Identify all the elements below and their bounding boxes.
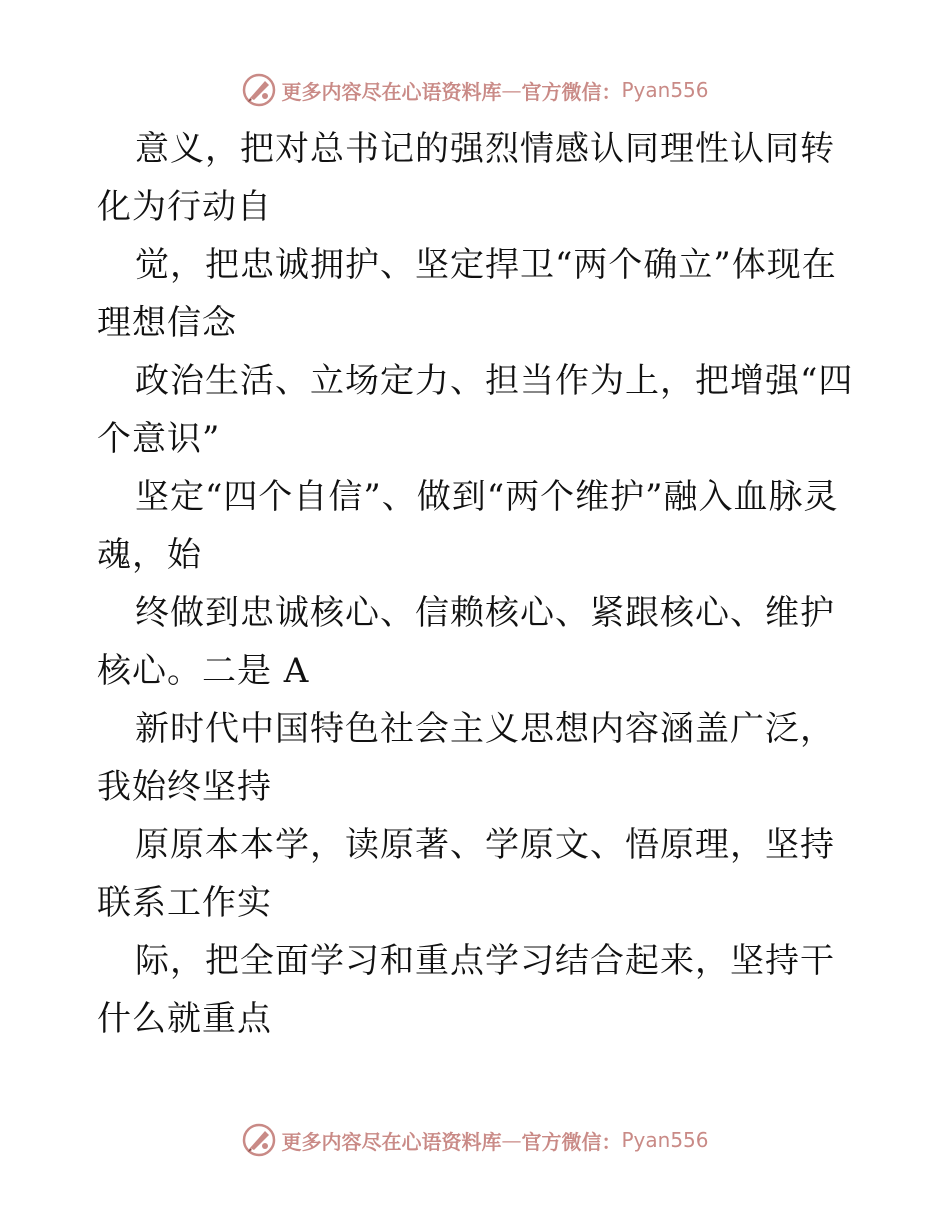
watermark-separator: — — [501, 78, 522, 102]
watermark-handle: Pyan556 — [621, 1128, 709, 1152]
paragraph-6: 新时代中国特色社会主义思想内容涵盖广泛，我始终坚持 — [97, 709, 835, 807]
document-body — [97, 120, 857, 1048]
watermark-prefix: 更多内容尽在心语资料库 — [281, 79, 502, 104]
header-watermark — [0, 70, 950, 110]
pen-logo-icon — [241, 1122, 277, 1158]
paragraph-1: 意义，把对总书记的强烈情感认同理性认同转化为行动自 — [97, 129, 835, 227]
watermark-prefix: 更多内容尽在心语资料库 — [281, 1129, 502, 1154]
watermark-handle: Pyan556 — [621, 78, 709, 102]
paragraph-5: 终做到忠诚核心、信赖核心、紧跟核心、维护核心。二是 A — [97, 593, 835, 691]
watermark-middle: 官方微信： — [521, 1129, 622, 1154]
paragraph-4: 坚定“四个自信”、做到“两个维护”融入血脉灵魂，始 — [97, 477, 839, 575]
pen-logo-icon — [241, 72, 277, 108]
paragraph-7: 原原本本学，读原著、学原文、悟原理，坚持联系工作实 — [97, 825, 835, 923]
paragraph-8: 际，把全面学习和重点学习结合起来，坚持干什么就重点 — [97, 941, 835, 1039]
paragraph-3: 政治生活、立场定力、担当作为上，把增强“四个意识” — [97, 361, 854, 459]
paragraph-2: 觉，把忠诚拥护、坚定捍卫“两个确立”体现在理想信念 — [97, 245, 837, 343]
watermark-separator: — — [501, 1128, 522, 1152]
watermark-middle: 官方微信： — [521, 79, 622, 104]
footer-watermark — [0, 1120, 950, 1160]
